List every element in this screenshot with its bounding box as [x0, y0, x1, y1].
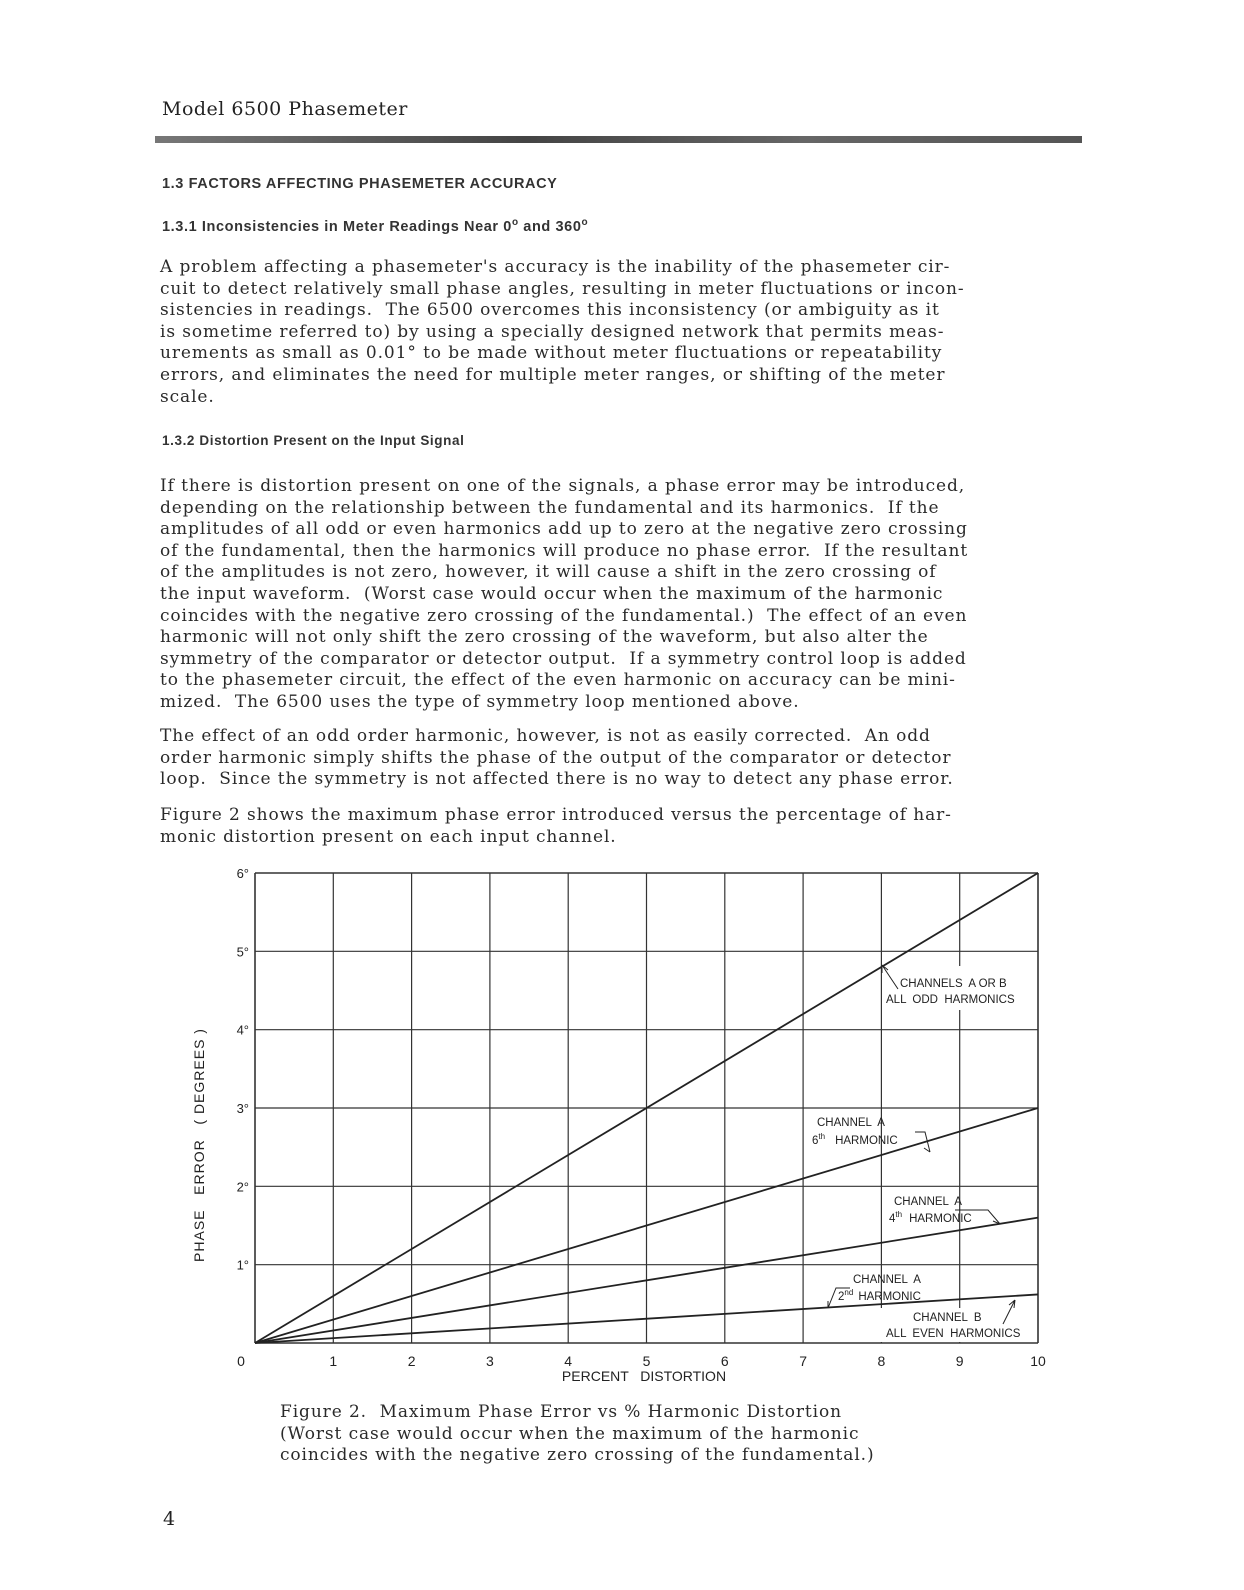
y-axis-label: PHASE ERROR ( DEGREES ) — [191, 1028, 207, 1262]
text-line: of the fundamental, then the harmonics will produce no phase error. If the resultant — [160, 540, 969, 561]
x-tick-label: 6 — [720, 1353, 729, 1369]
text-line: The effect of an odd order harmonic, however, is not as easily corrected. An odd — [160, 726, 931, 746]
text-line: the input waveform. (Worst case would occur when the maximum of the harmonic — [160, 583, 944, 604]
text-line: Figure 2 shows the maximum phase error introduced versus the percentage of har- — [160, 805, 952, 825]
text-line: mized. The 6500 uses the type of symmetry loop mentioned above. — [160, 691, 800, 712]
y-tick-labels — [237, 866, 249, 1273]
y-tick-label: 1° — [236, 1257, 249, 1273]
y-tick-label: 4° — [236, 1022, 249, 1038]
text-line: cuit to detect relatively small phase angles, resulting in meter fluctuations or incon- — [160, 278, 965, 299]
annotation-2nd-harmonic — [828, 1274, 921, 1308]
caption-line: coincides with the negative zero crossing of the fundamental.) — [280, 1445, 875, 1465]
text-line: urements as small as 0.01° to be made without meter fluctuations or repeatability — [160, 343, 943, 364]
page-number: 4 — [163, 1508, 176, 1530]
x-tick-label: 0 — [237, 1353, 245, 1369]
heading-text: 1.3.1 Inconsistencies in Meter Readings Near 0 — [162, 218, 512, 235]
text-line: depending on the relationship between the fundamental and its harmonics. If the — [160, 497, 940, 518]
text-line: of the amplitudes is not zero, however, it will cause a shift in the zero crossing of — [160, 562, 937, 583]
y-tick-label: 2° — [236, 1179, 249, 1195]
text-line: sistencies in readings. The 6500 overcomes this inconsistency (or ambiguity as it — [160, 300, 940, 321]
annotation-line: ALL ODD HARMONICS — [886, 994, 1015, 1006]
text-line: to the phasemeter circuit, the effect of the even harmonic on accuracy can be mini- — [160, 670, 956, 691]
annotation-line: ALL EVEN HARMONICS — [886, 1328, 1021, 1340]
text-line: loop. Since the symmetry is not affected there is no way to detect any phase error. — [160, 769, 954, 790]
y-tick-label: 5° — [236, 944, 249, 960]
x-tick-label: 2 — [407, 1353, 416, 1369]
x-tick-label: 10 — [1030, 1353, 1046, 1369]
x-tick-label: 1 — [329, 1353, 338, 1369]
caption-line: (Worst case would occur when the maximum of the harmonic — [280, 1423, 860, 1444]
caption-line: Figure 2. Maximum Phase Error vs % Harmonic Distortion — [280, 1402, 842, 1422]
degree-sup: o — [581, 217, 589, 228]
section-heading: 1.3 FACTORS AFFECTING PHASEMETER ACCURACY — [162, 176, 558, 192]
annotation-channel-b-even — [880, 1300, 1034, 1342]
text-line: errors, and eliminates the need for multiple meter ranges, or shifting of the meter — [160, 364, 946, 385]
annotation-line: CHANNEL A — [817, 1117, 885, 1129]
annotation-line: CHANNEL B — [913, 1312, 982, 1324]
x-axis-label: PERCENT DISTORTION — [561, 1368, 727, 1384]
y-tick-label: 6° — [236, 866, 249, 881]
text-line: harmonic will not only shift the zero crossing of the waveform, but also alter the — [160, 627, 929, 648]
degree-sup: o — [511, 217, 519, 228]
annotation-6th-harmonic — [812, 1117, 930, 1152]
text-line: order harmonic simply shifts the phase of the output of the comparator or detector — [160, 747, 952, 768]
text-line: coincides with the negative zero crossing of the fundamental.) The effect of an even — [160, 605, 968, 626]
x-tick-label: 9 — [955, 1353, 964, 1369]
subsection-heading-1-3-2: 1.3.2 Distortion Present on the Input Signal — [162, 433, 465, 448]
x-tick-label: 4 — [564, 1353, 573, 1369]
annotation-line: CHANNEL A — [894, 1196, 962, 1208]
annotation-line: CHANNEL A — [853, 1274, 921, 1286]
x-tick-label: 5 — [642, 1353, 651, 1369]
annotation-line: 4th HARMONIC — [889, 1210, 972, 1225]
annotation-line: CHANNELS A OR B — [900, 978, 1007, 990]
text-line: amplitudes of all odd or even harmonics add up to zero at the negative zero crossing — [160, 519, 968, 540]
annotation-line: 6th HARMONIC — [812, 1132, 898, 1147]
x-tick-label: 3 — [486, 1353, 494, 1369]
text-line: A problem affecting a phasemeter's accuracy is the inability of the phasemeter cir- — [160, 257, 951, 277]
x-tick-label: 7 — [799, 1353, 807, 1369]
x-tick-labels — [237, 1353, 1046, 1369]
heading-text: and 360 — [518, 218, 582, 235]
annotation-4th-harmonic — [889, 1196, 1000, 1225]
y-tick-label: 3° — [236, 1101, 249, 1116]
annotation-line: 2nd HARMONIC — [838, 1288, 921, 1303]
text-line: symmetry of the comparator or detector output. If a symmetry control loop is added — [160, 648, 967, 669]
text-line: scale. — [160, 386, 215, 407]
running-header: Model 6500 Phasemeter — [162, 98, 408, 120]
figure-caption — [280, 1402, 875, 1467]
text-line: is sometime referred to) by using a specially designed network that permits meas- — [160, 321, 945, 342]
text-line: monic distortion present on each input channel. — [160, 826, 617, 847]
x-tick-label: 8 — [877, 1353, 886, 1369]
text-line: If there is distortion present on one of the signals, a phase error may be introduced, — [160, 476, 966, 496]
annotation-odd-harmonics — [882, 965, 1032, 1010]
